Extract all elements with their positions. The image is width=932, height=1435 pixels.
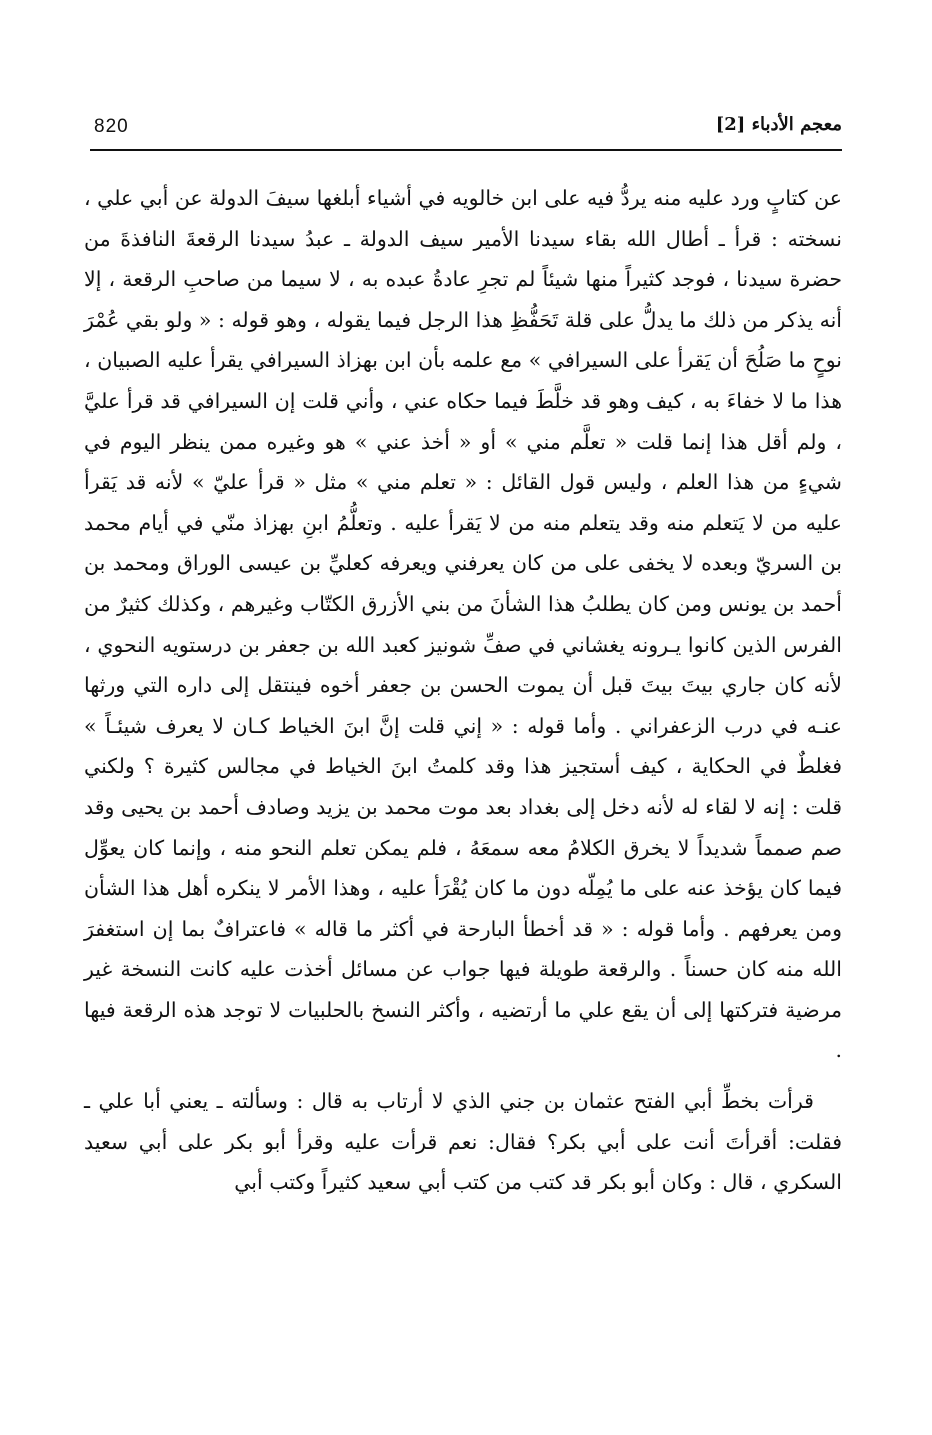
page-header xyxy=(90,110,842,144)
body-paragraph: عن كتابٍ ورد عليه منه يردُّ فيه على ابن خالويه في أشياء أبلغها سيفَ الدولة عن أبي علي ، نسخته : قرأ ـ أطال الله بقاء سيدنا الأمير سيف الدولة ـ عبدُ سيدنا الرقعةَ النافذةَ من حضرة سيدنا ، فوجد كثيراً منها شيئاً لم تجرِ عادةُ عبده به ، لا سيما من صاحبِ الرقعة ، إلا أنه يذكر من ذلك ما يدلُّ على قلة تَحَفُّظِ هذا الرجل فيما يقوله ، وهو قوله : « ولو بقي عُمْرَ نوحٍ ما صَلُحَ أن يَقرأ على السيرافي » مع علمه بأن ابن بهزاذ السيرافي يقرأ عليه الصبيان ، هذا ما لا خفاءَ به ، كيف وهو قد خلَّطَ فيما حكاه عني ، وأني قلت إن السيرافي قد قرأ عليَّ ، ولم أقل هذا إنما قلت « تعلَّم مني » أو « أخذ عني » هو وغيره ممن ينظر اليوم في شيءٍ من هذا العلم ، وليس قول القائل : « تعلم مني » مثل « قرأ عليّ » لأنه قد يَقرأ عليه من لا يَتعلم منه وقد يتعلم منه من لا يَقرأ عليه . وتعلُّمُ ابنِ بهزاذ منّي في أيام محمد بن السريّ وبعده لا يخفى على من كان يعرفني ويعرفه كعليِّ بن عيسى الوراق ومحمد بن أحمد بن يونس ومن كان يطلبُ هذا الشأنَ من بني الأزرق الكتّاب وغيرهم ، وكذلك كثيرٌ من الفرس الذين كانوا يـرونه يغشاني في صفِّ شونيز كعبد الله بن جعفر بن درستويه النحوي ، لأنه كان جاري بيتَ بيتَ قبل أن يموت الحسن بن جعفر أخوه فينتقل إلى داره التي ورثها عنـه في درب الزعفراني . وأما قوله : « إني قلت إنَّ ابنَ الخياط كـان لا يعرف شيئـاً » فغلطٌ في الحكاية ، كيف أستجيز هذا وقد كلمتُ ابنَ الخياط في مجالس كثيرة ؟ ولكني قلت : إنه لا لقاء له لأنه دخل إلى بغداد بعد موت محمد بن يزيد وصادف أحمد بن يحيى وقد صم صمماً شديداً لا يخرق الكلامُ معه سمعَهُ ، فلم يمكن تعلم النحو منه ، وإنما كان يعوِّل فيما كان يؤخذ عنه على ما يُمِلّه دون ما كان يُقْرَأ عليه ، وهذا الأمر لا ينكره أهل هذا الشأن ومن يعرفهم . وأما قوله : « قد أخطأ البارحة في أكثر ما قاله » فاعترافٌ بما إن استغفرَ الله منه كان حسناً . والرقعة طويلة فيها جواب عن مسائل أخذت عليه كانت النسخة غير مرضية فتركتها إلى أن يقع علي ما أرتضيه ، وأكثر النسخ بالحلبيات لا توجد هذه الرقعة فيها . xyxy=(84,186,843,1063)
header-divider xyxy=(90,149,842,151)
body-paragraph: قرأت بخطِّ أبي الفتح عثمان بن جني الذي لا أرتاب به قال : وسألته ـ يعني أبا علي ـ فقلت: أقرأتَ أنت على أبي بكر؟ فقال: نعم قرأت عليه وقرأ أبو بكر على أبي سعيد السكري ، قال : وكان أبو بكر قد كتب من كتب أبي سعيد كثيراً وكتب أبي xyxy=(84,1089,842,1195)
body-text xyxy=(84,178,842,1203)
page-number: 820 xyxy=(94,116,129,137)
running-title: معجم الأدباء [2] xyxy=(715,114,842,135)
